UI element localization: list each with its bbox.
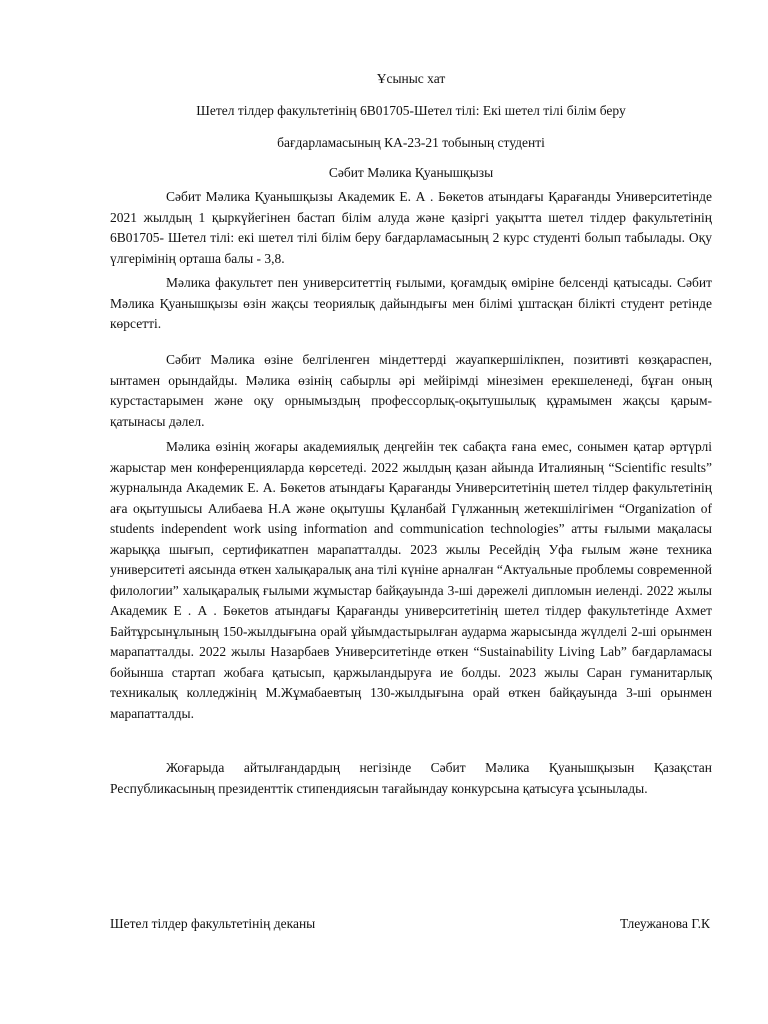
letter-page — [110, 0, 712, 1024]
paragraph-recommendation: Жоғарыда айтылғандардың негізінде Сәбит Мәлика Қуанышқызын Қазақстан Республикасының президенттік стипендиясын тағайындау конкурсына қатысуға ұсынылады. — [110, 760, 712, 796]
paragraph-participation: Мәлика факультет пен университеттің ғылыми, қоғамдық өміріне белсенді қатысады. Сәбит Мәлика Қуанышқызы өзін жақсы теориялық дайындығы мен білімі ұштасқан білікті студент ретінде көрсетті. — [110, 275, 712, 331]
signatory-position: Шетел тілдер факультетінің деканы — [110, 916, 316, 931]
student-name: Сәбит Мәлика Қуанышқызы — [328, 165, 494, 180]
subtitle-line-2: бағдарламасының КА-23-21 тобының студенті — [277, 135, 545, 150]
paragraph-enrollment: Сәбит Мәлика Қуанышқызы Академик Е. А . Бөкетов атындағы Қарағанды Университетінде 2021 жылдың 1 қыркүйегінен бастап білім алуда және қазіргі уақытта шетел тілдер факультетінің 6В01705- Шетел тілі: екі шетел тілі білім беру бағдарламасының 2 курс студенті болып табылады. Оқу үлгерімінің орташа балы - 3,8. — [110, 189, 712, 266]
paragraph-character: Сәбит Мәлика өзіне белгіленген міндеттерді жауапкершілікпен, позитивті көзқараспен, ынтамен орындайды. Мәлика өзінің сабырлы әрі мейірімді мінезімен ерекшеленеді, бұған оның курстастарымен және оқу орнымыздың профессорлық-оқытушылық құрамымен жақсы қарым-қатынасы дәлел. — [110, 352, 712, 429]
subtitle-line-1: Шетел тілдер факультетінің 6В01705-Шетел тілі: Екі шетел тілі білім беру — [196, 103, 626, 118]
signature-block — [110, 915, 712, 935]
signatory-name: Тлеужанова Г.К — [619, 916, 710, 931]
paragraph-achievements: Мәлика өзінің жоғары академиялық деңгейін тек сабақта ғана емес, сонымен қатар әртүрлі жарыстар мен конференцияларда көрсетеді. 2022 жылдың қазан айында Италияның “Scientific results” журналында Академик Е. А. Бөкетов атындағы Қарағанды Университетінің шетел тілдер факультетінің аға оқытушысы Алибаева Н.А және оқытушы Құланбай Гүлжанның жетекшілігімен “Organization of students independent work using information and communication technologies” атты ғылыми мақаласы жарыққа шығып, сертификатпен марапатталды. 2023 жылы Ресейдің Уфа ғылым және техника университеті аясында өткен халықаралық ана тілі күніне арналған “Актуальные проблемы современной филологии” халықаралық ғылыми жұмыстар байқауында 3-ші дәрежелі дипломын иеленді. 2022 жылы Академик Е . А . Бөкетов атындағы Қарағанды университетінің шетел тілдер факультетінде Ахмет Байтұрсынұлының 150-жылдығына орай ұйымдастырылған аударма жарысында жүлделі 2-ші орынмен марапатталды. 2022 жылы Назарбаев Университетінде өткен “Sustainability Living Lab” бағдарламасы бойынша стартап жобаға қатысып, қаржыландыруға ие болды. 2023 жылы Саран гуманитарлық техникалық колледжінің М.Жұмабаевтың 130-жылдығына орай өткен байқауында 3-ші орынмен марапатталды. — [110, 439, 712, 721]
letter-title: Ұсыныс хат — [376, 71, 446, 86]
